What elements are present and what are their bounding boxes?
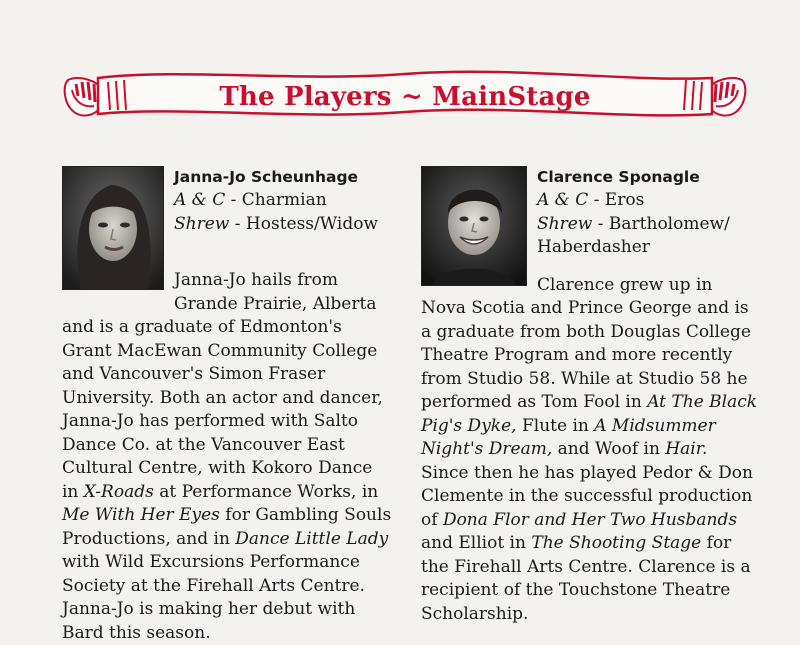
player-name: Janna-Jo Scheunhage — [174, 168, 359, 186]
player-bio: Clarence grew up in Nova Scotia and Prince George and is a graduate from both Douglas College Theatre Program and more recently from Studio 58. While at Studio 58 he performed as Tom Fool in At The Black Pig's Dyke, Flute in A Midsummer Night's Dream, and Woof in Hair. Since then he has played Pedor & Don Clemente in the successful production of Dona Flor and Her Two Husbands and Elliot in The Shooting Stage for the Firehall Arts Centre. Clarence is a recipient of the Touchstone Theatre Scholarship. — [421, 274, 758, 624]
portrait-icon — [422, 167, 526, 285]
role-line-continued: Haberdasher — [537, 237, 650, 257]
headshot-photo — [62, 166, 164, 290]
player-bio: Janna-Jo hails from Grande Prairie, Alberta and is a graduate of Edmonton's Grant MacEwan Community College and Vancouver's Simon Fraser University. Both an actor and dancer, Janna-Jo has performed with Salto Dance Co. at the Vancouver East Cultural Centre, with Kokoro Dance in X-Roads at Performance Works, in Me With Her Eyes for Gambling Souls Productions, and in Dance Little Lady with Wild Excursions Performance Society at the Firehall Arts Centre. Janna-Jo is making her debut with Bard this season. — [62, 270, 392, 643]
player-name: Clarence Sponagle — [537, 168, 700, 186]
page-title: The Players ~ MainStage — [219, 82, 591, 112]
headshot-photo — [421, 166, 527, 286]
player-entry-janna-jo — [62, 166, 394, 645]
player-entry-clarence — [421, 166, 759, 626]
role-line: Shrew - Bartholomew/ — [537, 213, 730, 234]
role-line: Shrew - Hostess/Widow — [174, 213, 379, 234]
title-banner — [60, 56, 750, 136]
role-line: A & C - Charmian — [174, 190, 327, 210]
portrait-icon — [63, 167, 163, 289]
role-line: A & C - Eros — [537, 190, 645, 210]
